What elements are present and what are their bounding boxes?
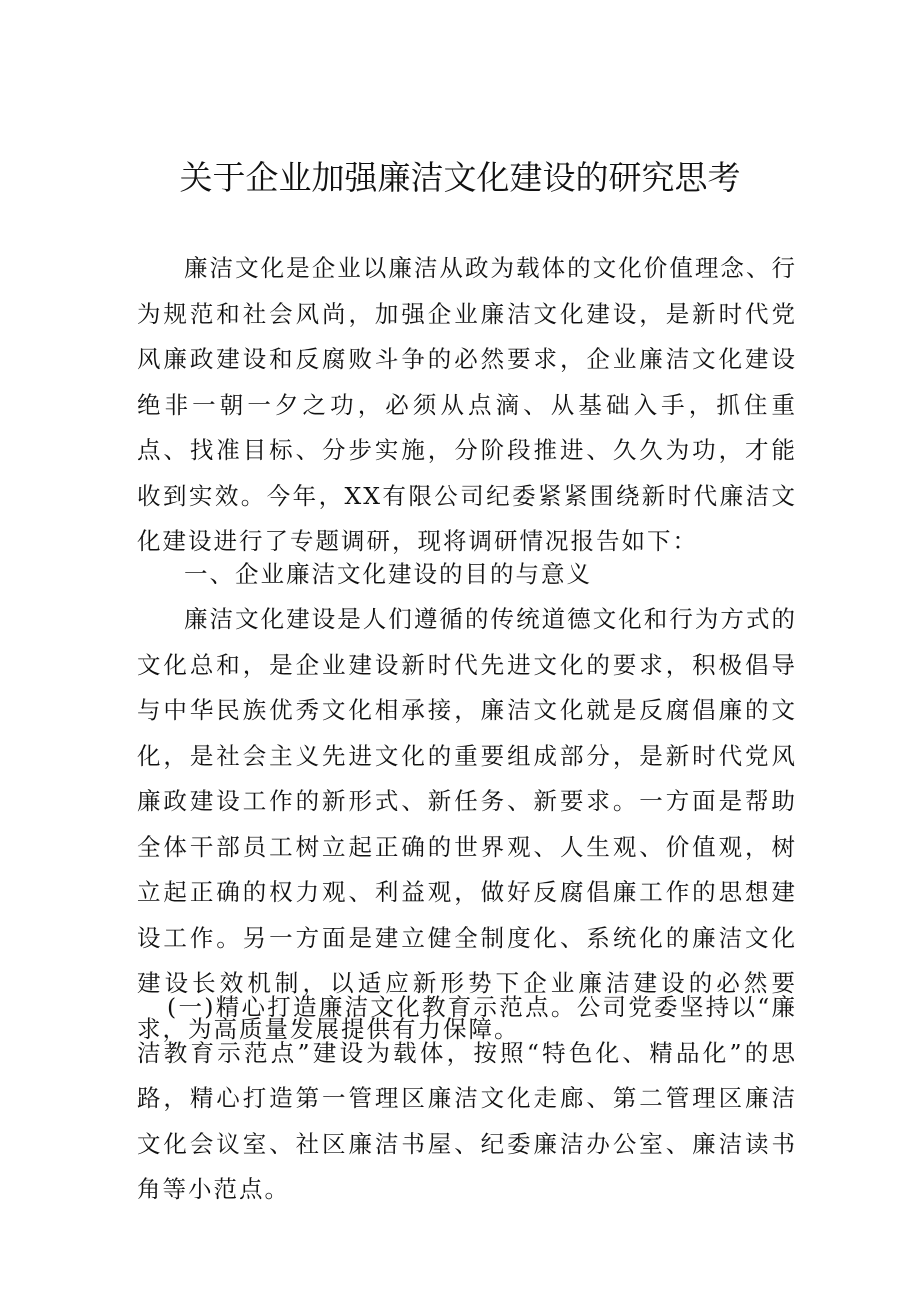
subsection-paragraph: (一)精心打造廉洁文化教育示范点。公司党委坚持以“廉洁教育示范点”建设为载体，按照“特色化、精品化”的思路，精心打造第一管理区廉洁文化走廊、第二管理区廉洁文化会议室、社区廉洁书屋、纪委廉洁办公室、廉洁读书角等小范点。 bbox=[137, 993, 797, 1203]
intro-paragraph: 廉洁文化是企业以廉洁从政为载体的文化价值理念、行为规范和社会风尚，加强企业廉洁文化建设，是新时代党风廉政建设和反腐败斗争的必然要求，企业廉洁文化建设绝非一朝一夕之功，必须从点滴、从基础入手，抓住重点、找准目标、分步实施，分阶段推进、久久为功，才能收到实效。今年，XX有限公司纪委紧紧围绕新时代廉洁文化建设进行了专题调研，现将调研情况报告如下： bbox=[137, 254, 797, 555]
significance-paragraph: 廉洁文化建设是人们遵循的传统道德文化和行为方式的文化总和，是企业建设新时代先进文化的要求，积极倡导与中华民族优秀文化相承接，廉洁文化就是反腐倡廉的文化，是社会主义先进文化的重要组成部分，是新时代党风廉政建设工作的新形式、新任务、新要求。一方面是帮助全体干部员工树立起正确的世界观、人生观、价值观，树立起正确的权力观、利益观，做好反腐倡廉工作的思想建设工作。另一方面是建立健全制度化、系统化的廉洁文化建设长效机制，以适应新形势下企业廉洁建设的必然要求，为高质量发展提供有力保障。 bbox=[137, 605, 797, 1043]
document-title: 关于企业加强廉洁文化建设的研究思考 bbox=[179, 158, 741, 197]
section-heading: 一、企业廉洁文化建设的目的与意义 bbox=[184, 560, 592, 588]
